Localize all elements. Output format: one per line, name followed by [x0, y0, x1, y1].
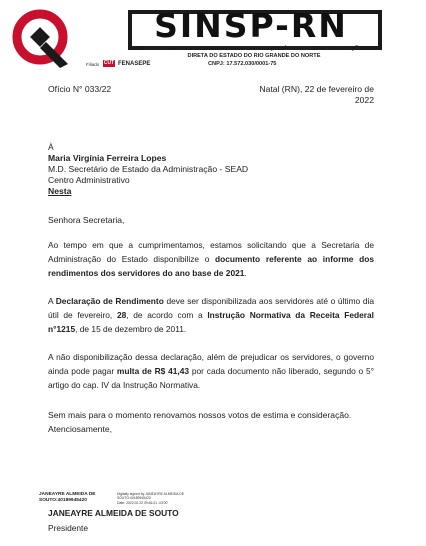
paragraph-deadline-text-a: A: [48, 296, 56, 306]
cut-badge: CUT: [103, 60, 115, 66]
signer-name: JANEAYRE ALMEIDA DE SOUTO: [48, 508, 179, 518]
recipient-location: Centro Administrativo: [48, 175, 130, 185]
paragraph-penalty-text-c: por cada documento não liberado, segundo o 5° artigo do cap. IV da Instrução Normativa.: [48, 366, 374, 390]
paragraph-request: [48, 238, 374, 280]
paragraph-request-text: Ao tempo em que a cumprimentamos, estamos solicitando que a Secretaria de Administração do Estado disponibilize o: [48, 240, 374, 264]
paragraph-deadline-text-c: deve ser disponibilizada aos servidores até o último dia útil de fevereiro,: [48, 296, 374, 320]
salutation: Senhora Secretaria,: [48, 215, 125, 225]
digital-signature-date: Date: 2022.02.22 09:46:21 -03'00': [117, 500, 169, 505]
fenasepe-label: FENASEPE: [118, 61, 151, 67]
recipient-title: M.D. Secretário de Estado da Administração - SEAD: [48, 164, 249, 174]
recipient-name: Maria Virgínia Ferreira Lopes: [48, 153, 167, 163]
paragraph-deadline: [48, 294, 374, 336]
digital-signature-line2: SOUTO:40189945420: [117, 496, 151, 501]
paragraph-deadline-text-e: , de acordo com a: [126, 310, 208, 320]
digital-signature-details: [117, 492, 197, 505]
union-full-name: [134, 46, 374, 60]
union-full-name-line1: SINDICATO DOS TRABALHADORES DO SERVIÇO PÚBLICO DA ADMINISTRAÇÃO: [144, 46, 364, 52]
paragraph-deadline-text-g: , de 15 de dezembro de 2011.: [75, 324, 187, 334]
paragraph-penalty: [48, 350, 374, 392]
union-full-name-line2: DIRETA DO ESTADO DO RIO GRANDE DO NORTE: [187, 53, 321, 59]
paragraph-penalty-highlight: multa de R$ 41,43: [116, 366, 190, 376]
letter-reference: Ofício N° 033/22: [48, 84, 112, 94]
cnpj-label: CNPJ: 17.572.030/0001-75: [208, 61, 277, 67]
signer-role: Presidente: [48, 523, 89, 533]
paragraph-request-end: .: [244, 268, 247, 278]
paragraph-deadline-highlight-b: Declaração de Rendimento: [55, 296, 164, 306]
paragraph-deadline-highlight-f: Instrução Normativa da Receita Federal n°1215: [48, 310, 374, 334]
paragraph-request-highlight: documento referente ao informe dos rendimentos dos servidores do ano base de 2021: [48, 254, 375, 278]
affiliation-label: Filiado: [86, 62, 100, 67]
digital-signature-line1: Digitally signed by JANEAYRE ALMEIDA DE: [117, 492, 185, 496]
closing-line: Sem mais para o momento renovamos nossos votos de estima e consideração.: [48, 410, 352, 420]
paragraph-penalty-text-a: A não disponibilização dessa declaração, além de prejudicar os servidores, o governo ainda pode pagar: [48, 352, 374, 376]
recipient-local: Nesta: [48, 186, 72, 196]
paragraph-deadline-highlight-d: 28: [116, 310, 127, 320]
place-date: Natal (RN), 22 de fevereiro de 2022: [259, 84, 374, 105]
recipient-prefix: À: [48, 142, 54, 152]
signature-stamp-name: JANEAYRE ALMEIDA DE SOUTO:40189945420: [39, 492, 96, 503]
closing-regards: Atenciosamente,: [48, 424, 113, 434]
union-name-title: SINSP-RN: [154, 6, 348, 45]
